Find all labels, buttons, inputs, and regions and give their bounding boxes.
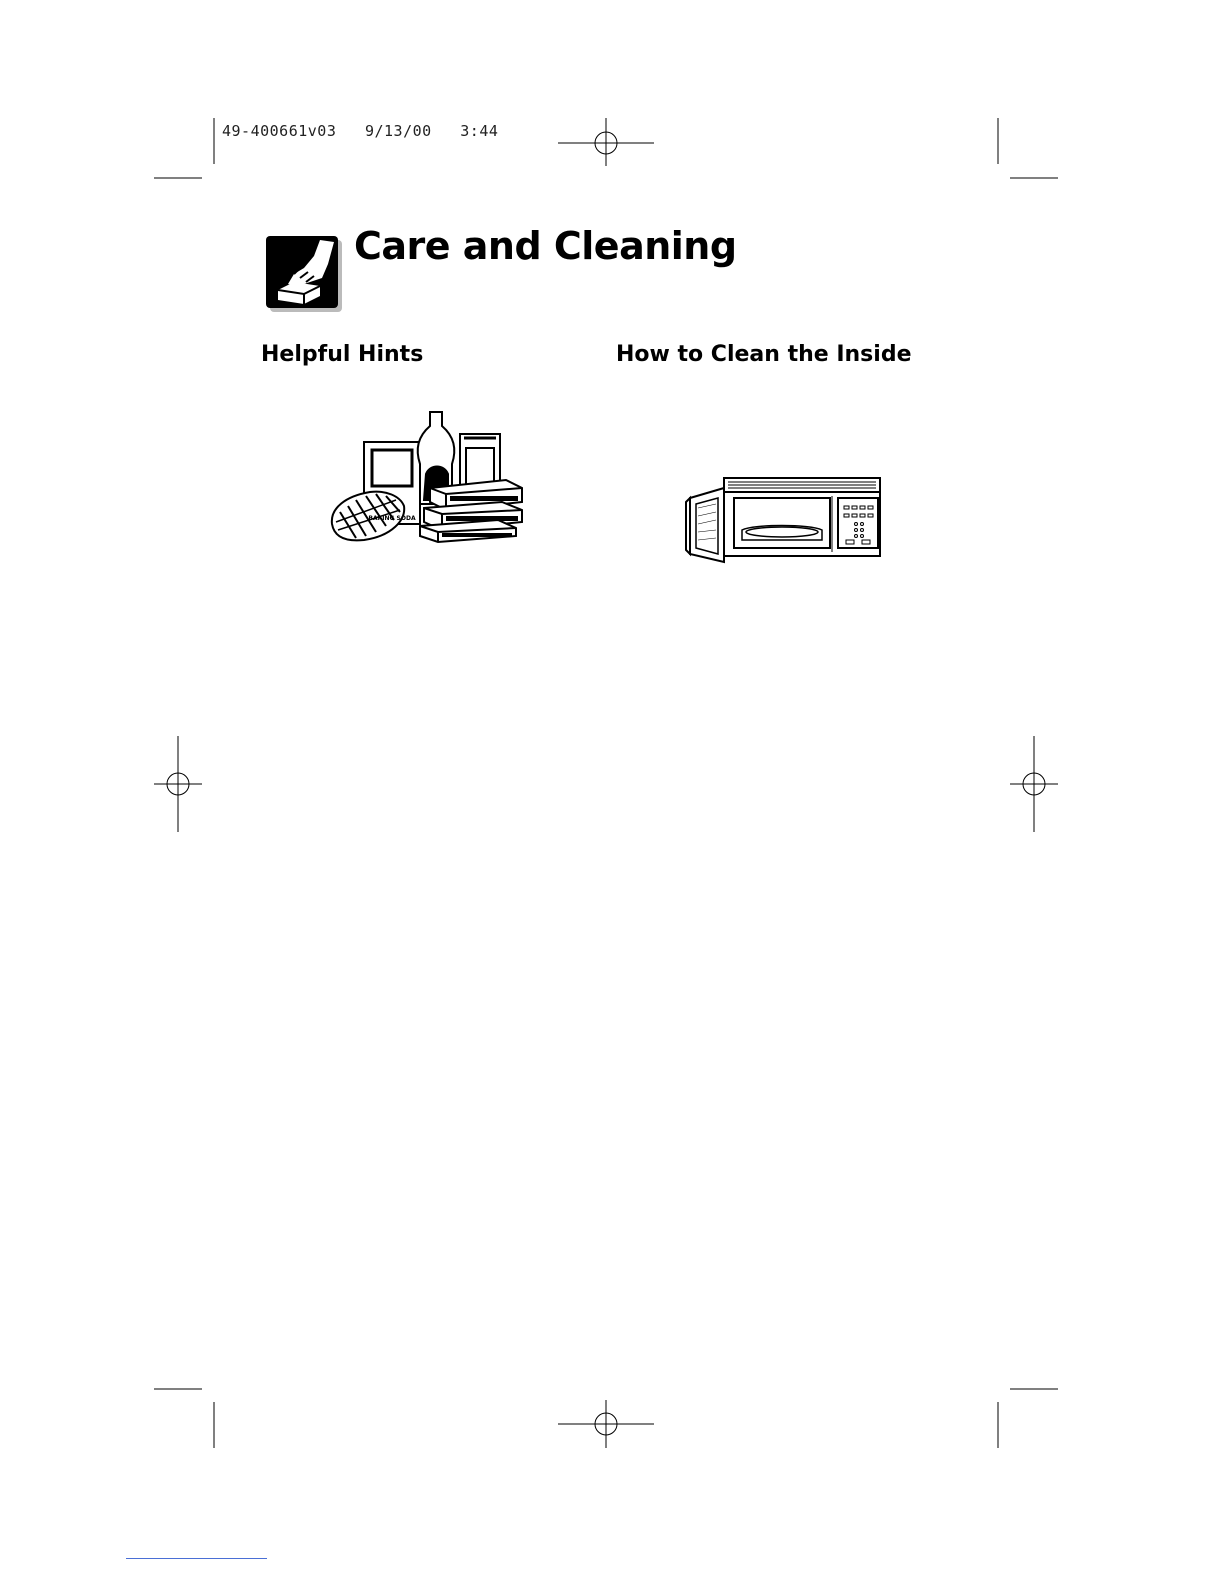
baking-soda-label: BAKING SODA bbox=[368, 515, 416, 522]
registration-marks bbox=[154, 118, 1058, 1448]
page-title: Care and Cleaning bbox=[354, 224, 737, 268]
footer-rule bbox=[126, 1558, 267, 1559]
helpful-hints-heading: Helpful Hints bbox=[261, 342, 424, 367]
microwave-open-door-illustration bbox=[684, 474, 884, 570]
cleaning-supplies-illustration bbox=[326, 404, 536, 546]
how-to-clean-inside-heading: How to Clean the Inside bbox=[616, 342, 912, 367]
print-slug: 49-400661v03 9/13/00 3:44 bbox=[222, 122, 499, 140]
hand-wiping-sponge-icon bbox=[264, 234, 344, 314]
